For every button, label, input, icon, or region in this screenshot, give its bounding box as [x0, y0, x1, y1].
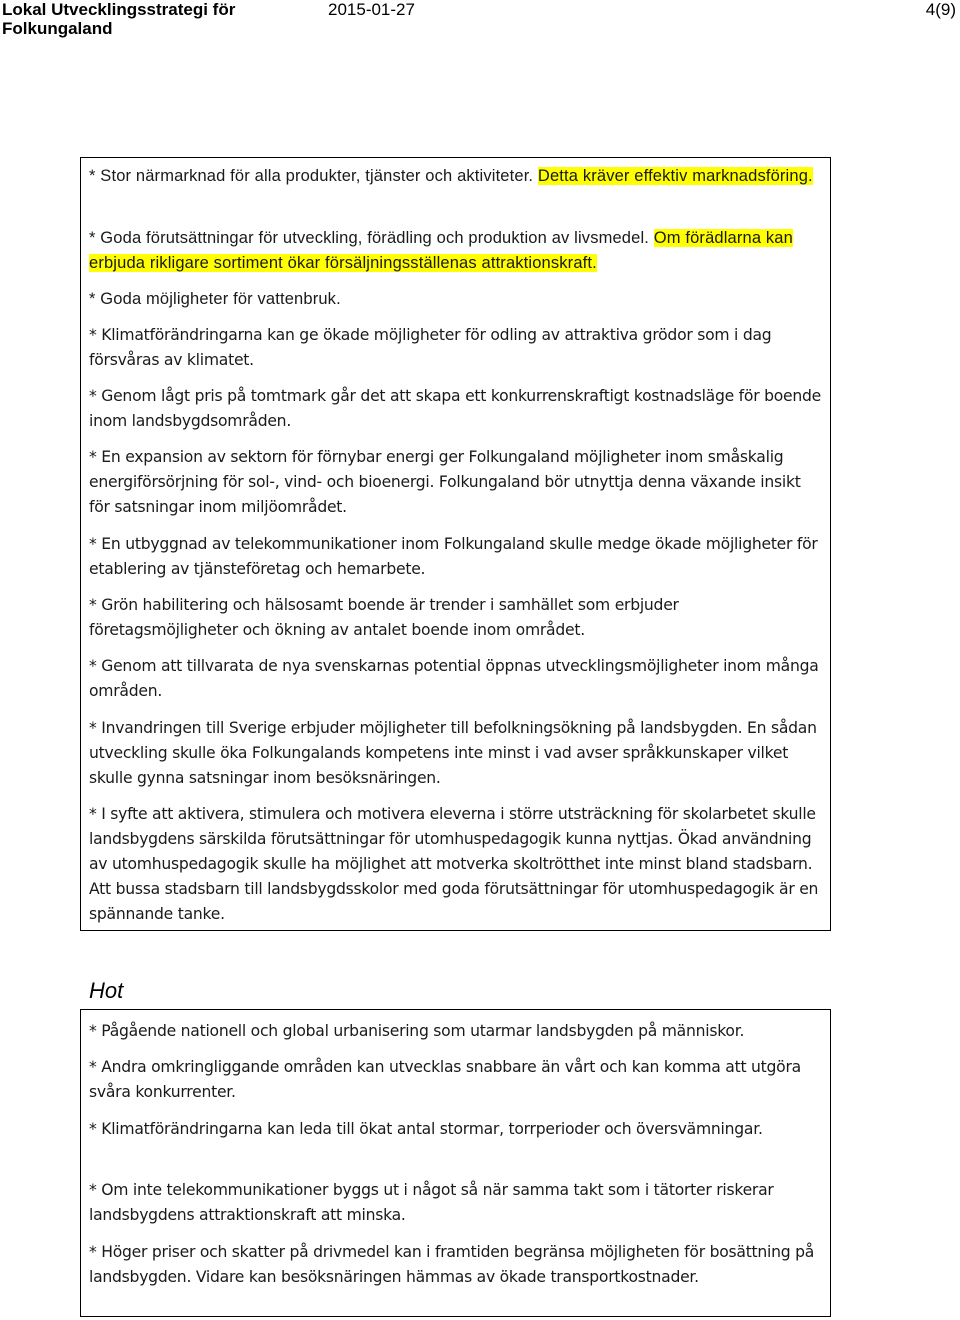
page-number: 4(9) — [925, 0, 956, 19]
opportunity-item: * Goda möjligheter för vattenbruk. — [89, 290, 341, 308]
opportunity-item: * Invandringen till Sverige erbjuder möjligheter till befolkningsökning på landsbygden. En sådan utveckling skulle öka Folkungalands kompetens inte minst i vad avser språkkunskaper vilket skulle gynna satsningar inom besöksnäringen. — [89, 719, 817, 787]
opportunities-box — [80, 157, 831, 931]
document-date: 2015-01-27 — [328, 0, 415, 19]
item-text: * Goda förutsättningar för utveckling, förädling och produktion av livsmedel. — [89, 229, 654, 247]
item-text: * Stor närmarknad för alla produkter, tjänster och aktiviteter. — [89, 167, 538, 185]
threat-item: * Höger priser och skatter på drivmedel kan i framtiden begränsa möjligheten för bosättning på landsbygden. Vidare kan besöksnäringen hämmas av ökade transportkostnader. — [89, 1243, 815, 1286]
opportunity-item: * Genom lågt pris på tomtmark går det att skapa ett konkurrenskraftigt kostnadsläge för boende inom landsbygdsområden. — [89, 387, 821, 430]
opportunity-item: * Klimatförändringarna kan ge ökade möjligheter för odling av attraktiva grödor som i dag försvåras av klimatet. — [89, 326, 772, 369]
threat-item: * Andra omkringliggande områden kan utvecklas snabbare än vårt och kan komma att utgöra svåra konkurrenter. — [89, 1058, 801, 1101]
threat-item: * Pågående nationell och global urbanisering som utarmar landsbygden på människor. — [89, 1022, 745, 1040]
opportunity-item — [89, 164, 824, 189]
highlighted-text: Detta kräver effektiv marknadsföring. — [537, 167, 813, 185]
opportunity-item: * Genom att tillvarata de nya svenskarnas potential öppnas utvecklingsmöjligheter inom många områden. — [89, 657, 819, 700]
threat-item: * Klimatförändringarna kan leda till ökat antal stormar, torrperioder och översvämningar. — [89, 1120, 763, 1138]
opportunity-item: * Grön habilitering och hälsosamt boende är trender i samhället som erbjuder företagsmöjligheter och ökning av antalet boende inom området. — [89, 596, 679, 639]
highlighted-text: Om förädlarna kan erbjuda rikligare sortiment ökar försäljningsställenas attraktionskraft. — [89, 229, 793, 272]
threats-box — [80, 1009, 831, 1317]
threat-item: * Om inte telekommunikationer byggs ut i något så när samma takt som i tätorter riskerar landsbygdens attraktionskraft att minska. — [89, 1181, 774, 1224]
opportunity-item: * En expansion av sektorn för förnybar energi ger Folkungaland möjligheter inom småskalig energiförsörjning för sol-, vind- och bioenergi. Folkungaland bör utnyttja denna växande insikt för satsningar inom miljöområdet. — [89, 448, 801, 516]
opportunity-item: * En utbyggnad av telekommunikationer inom Folkungaland skulle medge ökade möjligheter för etablering av tjänsteföretag och hemarbete. — [89, 535, 818, 578]
document-title: Lokal Utvecklingsstrategi för Folkungaland — [2, 0, 236, 38]
opportunity-item — [89, 226, 824, 276]
threats-heading: Hot — [89, 978, 124, 1003]
opportunity-item: * I syfte att aktivera, stimulera och motivera eleverna i större utsträckning för skolarbetet skulle landsbygdens särskilda förutsättningar för utomhuspedagogik kunna nyttjas. Ökad användning av utomhuspedagogik skulle ha möjlighet att motverka skoltrötthet inte minst bland stadsbarn. Att bussa stadsbarn till landsbygdsskolor med goda förutsättningar för utomhuspedagogik är en spännande tanke. — [89, 805, 819, 923]
